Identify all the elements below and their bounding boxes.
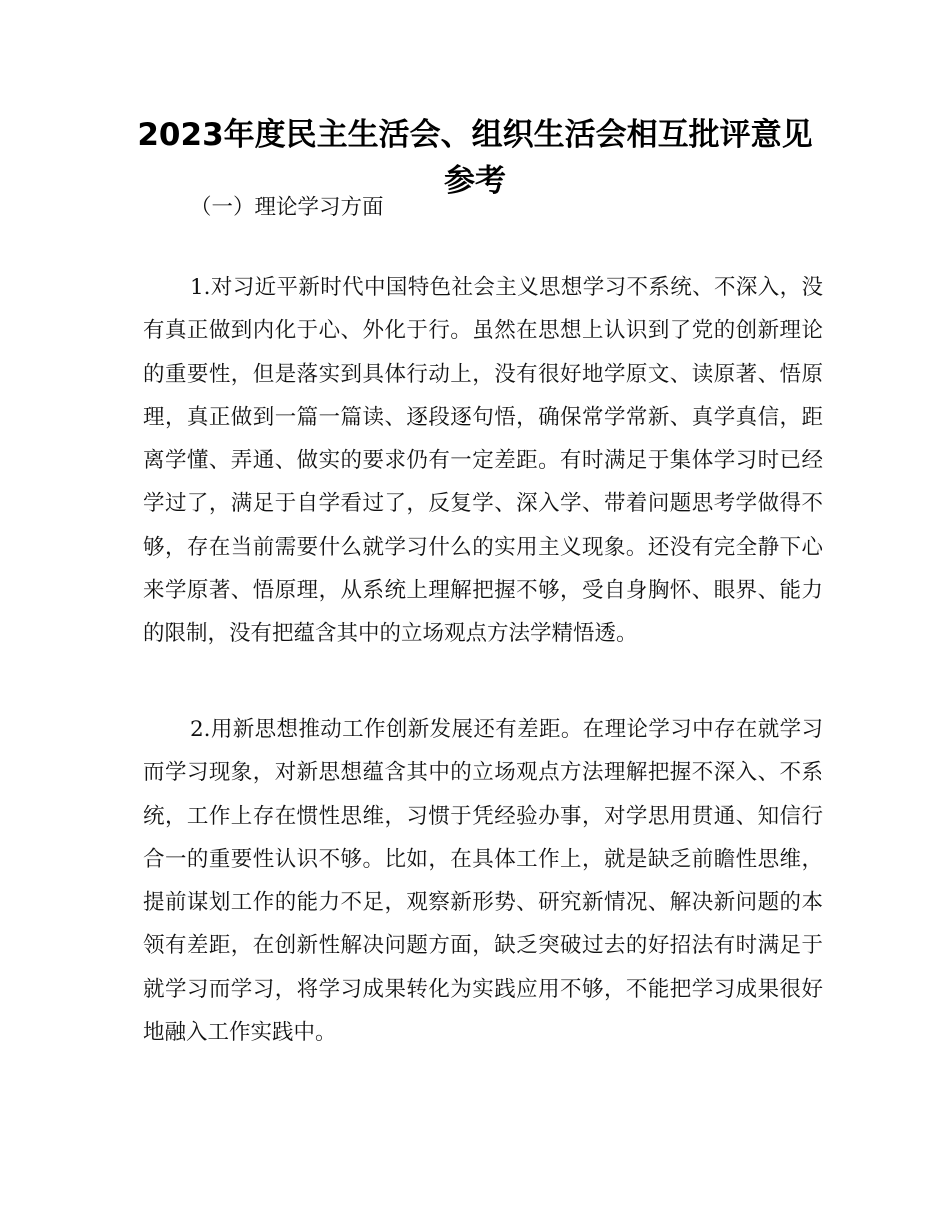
- paragraph-2: 2.用新思想推动工作创新发展还有差距。在理论学习中存在就学习而学习现象，对新思想蕴含其中的立场观点方法理解把握不深入、不系统，工作上存在惯性思维，习惯于凭经验办事，对学思用贯通、知信行合一的重要性认识不够。比如，在具体工作上，就是缺乏前瞻性思维，提前谋划工作的能力不足，观察新形势、研究新情况、解决新问题的本领有差距，在创新性解决问题方面，缺乏突破过去的好招法有时满足于就学习而学习，将学习成果转化为实践应用不够，不能把学习成果很好地融入工作实践中。: [143, 717, 823, 1046]
- section-heading: （一）理论学习方面: [190, 195, 384, 220]
- document-title: 2023年度民主生活会、组织生活会相互批评意见参考: [137, 117, 813, 199]
- paragraph-1: 1.对习近平新时代中国特色社会主义思想学习不系统、不深入，没有真正做到内化于心、外化于行。虽然在思想上认识到了党的创新理论的重要性，但是落实到具体行动上，没有很好地学原文、读原著、悟原理，真正做到一篇一篇读、逐段逐句悟，确保常学常新、真学真信，距离学懂、弄通、做实的要求仍有一定差距。有时满足于集体学习时已经学过了，满足于自学看过了，反复学、深入学、带着问题思考学做得不够，存在当前需要什么就学习什么的实用主义现象。还没有完全静下心来学原著、悟原理，从系统上理解把握不够，受自身胸怀、眼界、能力的限制，没有把蕴含其中的立场观点方法学精悟透。: [143, 275, 823, 647]
